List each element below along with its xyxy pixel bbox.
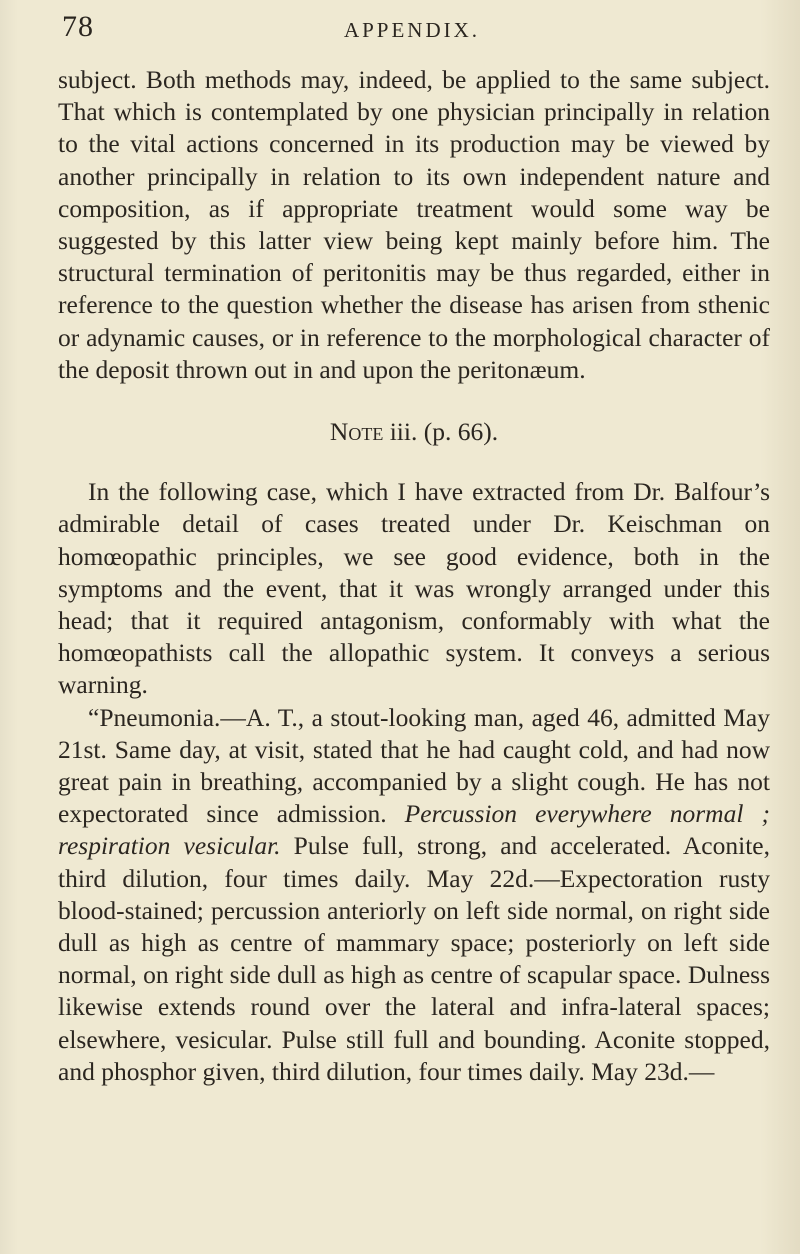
note-heading-reference: iii. (p. 66). (389, 417, 499, 447)
paragraph-case-intro: In the following case, which I have extracted from Dr. Balfour’s admirable detail of cases treated under Dr. Keischman on homœopathic principles, we see good evidence, both in the symptoms and the event, that it was wrongly arranged under this head; that it required antagonism, conformably with what the homœopathists call the allopathic system. It conveys a serious warning. (58, 477, 770, 700)
page-header (62, 10, 762, 50)
page-number: 78 (62, 10, 94, 43)
running-head: APPENDIX. (343, 18, 481, 42)
body-text (58, 64, 770, 1088)
case-report-start: “Pneumonia.—A. T., a stout-looking man, aged 46, admitted May 21st. Same day, at visit, stated that he had caught cold, and had now great pain in breathing, accompanied by a slight cough. He has not expectorated since admission. (58, 702, 770, 829)
case-report-end: Pulse full, strong, and accelerated. Aconite, third dilution, four times daily. May 22d.—Expectoration rusty blood-stained; percussion anteriorly on left side normal, on right side dull as high as centre of mammary space; posteriorly on left side normal, on right side dull as high as centre of scapular space. Dulness likewise extends round over the lateral and infra-lateral spaces; elsewhere, vesicular. Pulse still full and bounding. Aconite stopped, and phosphor given, third dilution, four times daily. May 23d.— (58, 831, 770, 1086)
case-report-italic: Percussion everywhere normal ; respiration vesicular. (58, 799, 770, 861)
note-heading-label: Note (329, 417, 384, 447)
note-heading (58, 416, 770, 448)
paragraph-continuation: subject. Both methods may, indeed, be applied to the same subject. That which is contemplated by one physician principally in relation to the vital actions concerned in its production may be viewed by another principally in relation to its own independent nature and composition, as if appropriate treatment would some way be suggested by this latter view being kept mainly before him. The structural termination of peritonitis may be thus regarded, either in reference to the question whether the disease has arisen from sthenic or adynamic causes, or in reference to the morphological character of the deposit thrown out in and upon the peritonæum. (58, 65, 770, 384)
paragraph-case-report (58, 702, 770, 1088)
